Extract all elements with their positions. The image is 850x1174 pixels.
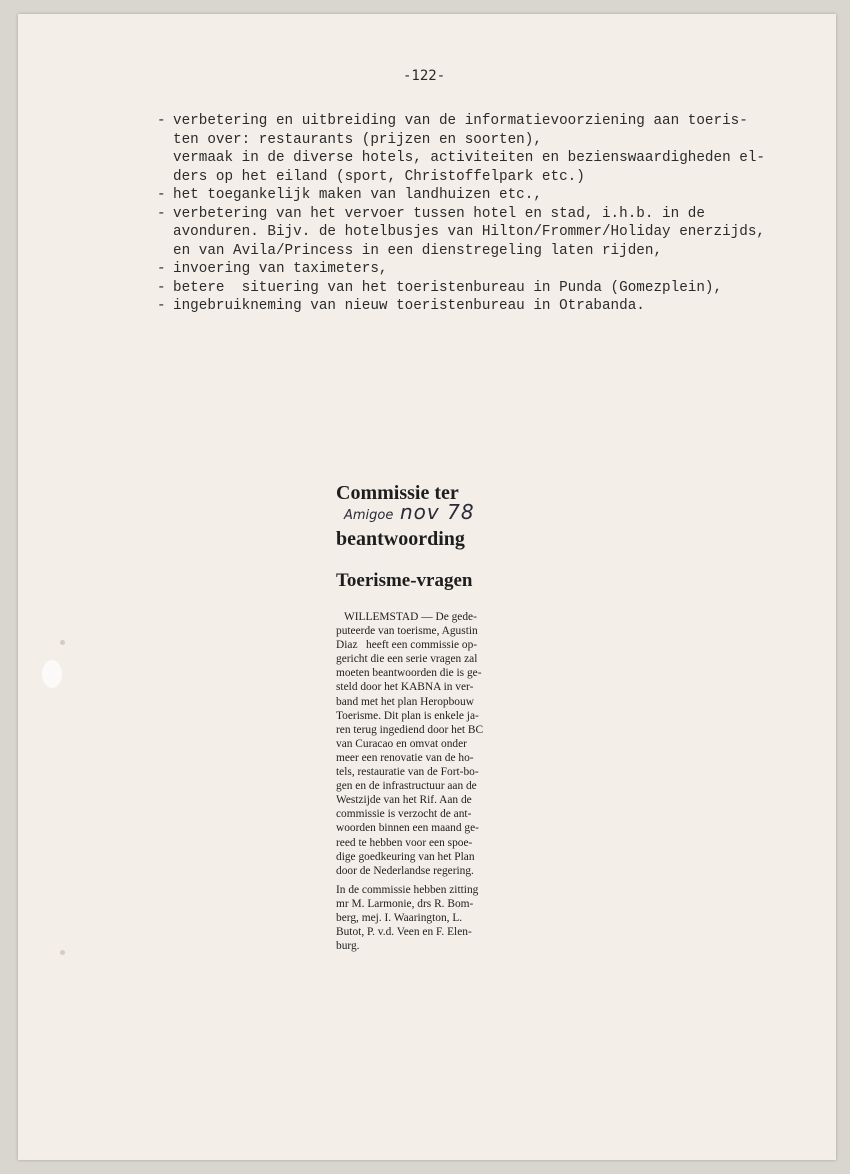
list-item-line: het toegankelijk maken van landhuizen etc., <box>173 187 542 203</box>
clipping-line: commissie is verzocht de ant- <box>336 808 472 821</box>
list-item <box>157 297 757 316</box>
list-item-line: vermaak in de diverse hotels, activiteiten en bezienswaardigheden el- <box>173 150 765 166</box>
clipping-line: In de commissie hebben zitting <box>336 883 479 896</box>
list-item <box>157 279 757 298</box>
typed-bullet-list <box>157 112 765 316</box>
clipping-line: Butot, P. v.d. Veen en F. Elen- <box>336 926 472 939</box>
clipping-line: burg. <box>336 940 360 953</box>
list-item-line: ingebruikneming van nieuw toeristenbureau in Otrabanda. <box>173 298 645 314</box>
bullet-dash: - <box>157 298 166 314</box>
binding-hole <box>60 950 65 955</box>
list-item-line: ders op het eiland (sport, Christoffelpark etc.) <box>173 168 585 185</box>
list-item <box>157 186 757 205</box>
list-item <box>157 260 757 279</box>
handwritten-date-note: nov 78 <box>400 500 475 524</box>
list-item-line: betere situering van het toeristenbureau in Punda (Gomezplein), <box>173 279 723 296</box>
list-item-line: en van Avila/Princess in een dienstregeling laten rijden, <box>173 242 663 259</box>
list-item <box>157 112 765 186</box>
clipping-line: Toerisme. Dit plan is enkele ja- <box>336 709 479 722</box>
clipping-line: Westzijde van het Rif. Aan de <box>336 794 472 807</box>
list-item <box>157 205 765 261</box>
clipping-line: woorden binnen een maand ge- <box>336 822 479 835</box>
clipping-body <box>336 610 512 958</box>
clipping-line: tels, restauratie van de Fort-bo- <box>336 766 479 779</box>
paper-stain <box>42 660 62 688</box>
clipping-line: gen en de infrastructuur aan de <box>336 780 477 793</box>
clipping-line: steld door het KABNA in ver- <box>336 681 474 694</box>
clipping-line: van Curacao en omvat onder <box>336 737 467 750</box>
handwritten-source-note: Amigoe <box>344 508 394 523</box>
clipping-line: ren terug ingediend door het BC <box>336 723 484 736</box>
list-item-line: avonduren. Bijv. de hotelbusjes van Hilton/Frommer/Holiday enerzijds, <box>173 224 765 240</box>
bullet-dash: - <box>157 187 166 203</box>
clipping-subheadline: Toerisme-vragen <box>336 570 473 591</box>
binding-hole <box>60 640 65 645</box>
bullet-dash: - <box>157 279 166 296</box>
clipping-line: mr M. Larmonie, drs R. Bom- <box>336 897 474 910</box>
clipping-headline-line2: beantwoording <box>336 528 465 550</box>
clipping-headline-line1: Commissie ter <box>336 482 459 504</box>
clipping-line: dige goedkeuring van het Plan <box>336 850 475 863</box>
clipping-line: puteerde van toerisme, Agustin <box>336 625 478 638</box>
clipping-line: berg, mej. I. Waarington, L. <box>336 911 463 924</box>
list-item-line: invoering van taximeters, <box>173 261 388 277</box>
clipping-line: gericht die een serie vragen zal <box>336 653 478 666</box>
clipping-paragraph-1 <box>336 610 512 878</box>
page-number: -122- <box>403 68 446 84</box>
clipping-paragraph-2 <box>336 883 512 953</box>
list-item-line: ten over: restaurants (prijzen en soorten), <box>173 131 542 148</box>
bullet-dash: - <box>157 205 166 222</box>
bullet-dash: - <box>157 261 166 277</box>
list-item-line: verbetering en uitbreiding van de informatievoorziening aan toeris- <box>173 113 748 129</box>
clipping-line: Diaz heeft een commissie op- <box>336 639 478 652</box>
list-item-line: verbetering van het vervoer tussen hotel en stad, i.h.b. in de <box>173 205 705 222</box>
clipping-line: meer een renovatie van de ho- <box>336 751 474 764</box>
clipping-line: door de Nederlandse regering. <box>336 864 474 877</box>
clipping-line: moeten beantwoorden die is ge- <box>336 667 482 680</box>
clipping-line: WILLEMSTAD — De gede- <box>344 611 477 623</box>
clipping-line: band met het plan Heropbouw <box>336 695 474 708</box>
clipping-line: reed te hebben voor een spoe- <box>336 836 473 849</box>
bullet-dash: - <box>157 113 166 129</box>
